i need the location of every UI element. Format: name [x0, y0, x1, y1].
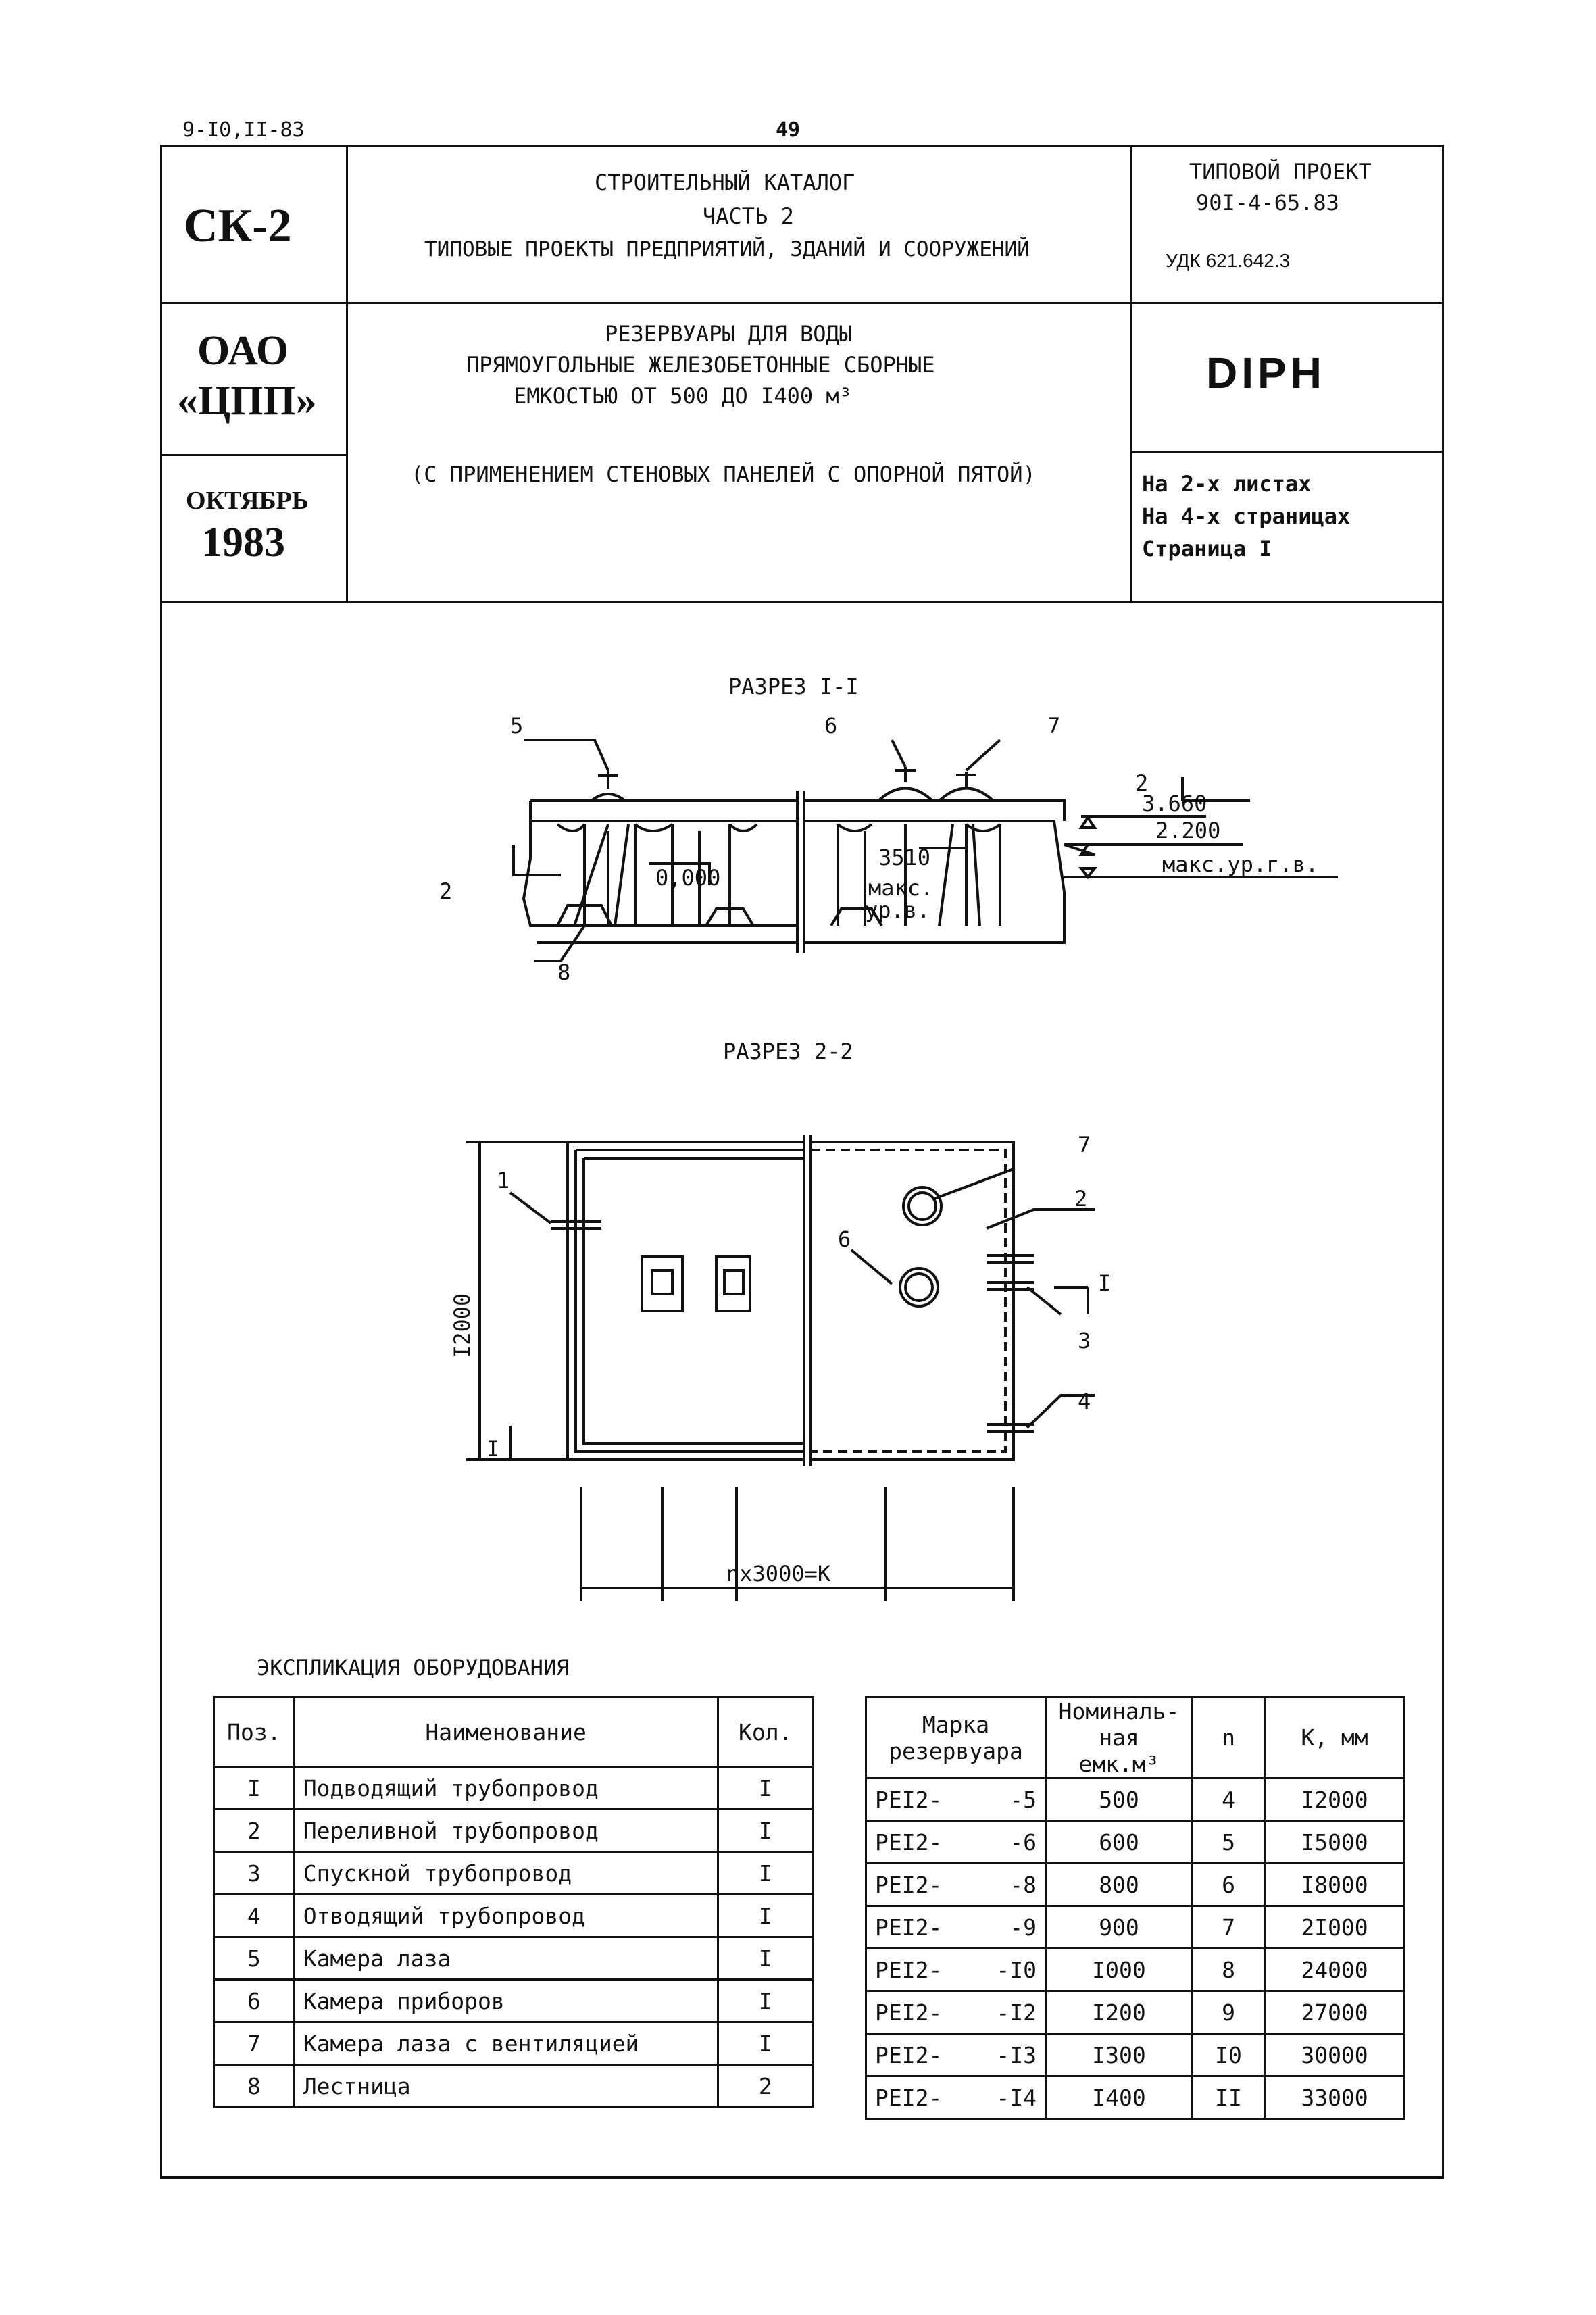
- table-row: РЕI2- -I3 I300 I0 30000: [866, 2034, 1405, 2076]
- table-row: РЕI2- -I0 I000 8 24000: [866, 1949, 1405, 1991]
- month: ОКТЯБРЬ: [186, 487, 309, 515]
- project-line1: ТИПОВОЙ ПРОЕКТ: [1189, 159, 1372, 184]
- tanks-table: [865, 1696, 1405, 2120]
- table-row: 6 Камера приборов I: [214, 1980, 814, 2022]
- depth-line1: макс.: [868, 875, 934, 901]
- sheet-code: 9-I0,II-83: [182, 118, 305, 142]
- title-line1: РЕЗЕРВУАРЫ ДЛЯ ВОДЫ: [605, 321, 853, 347]
- callout-4: 4: [1078, 1389, 1091, 1414]
- title-line3: ЕМКОСТЬЮ ОТ 500 ДО I400 м³: [514, 383, 852, 409]
- table-row: РЕI2- -I4 I400 II 33000: [866, 2076, 1405, 2119]
- sheets-line2: На 4-х страницах: [1142, 503, 1351, 529]
- sheets-line3: Страница I: [1142, 536, 1272, 562]
- callout-2: 2: [439, 878, 453, 904]
- callout-3: 3: [1078, 1328, 1091, 1353]
- table-row: РЕI2- -6 600 5 I5000: [866, 1821, 1405, 1864]
- col-mark: Марка резервуара: [866, 1697, 1046, 1778]
- section1-title: РАЗРЕЗ I-I: [728, 674, 859, 699]
- level-top: 3.660: [1142, 791, 1207, 816]
- level-mid: 2.200: [1155, 818, 1221, 843]
- sheets-line1: На 2-х листах: [1142, 471, 1312, 497]
- level-water: макс.ур.г.в.: [1162, 851, 1319, 877]
- table-row: РЕI2- -5 500 4 I2000: [866, 1778, 1405, 1821]
- org-line1: ОАО: [197, 328, 289, 374]
- series-code: СК-2: [184, 200, 292, 252]
- section-mark-left: I: [487, 1436, 500, 1462]
- callout-2: 2: [1074, 1186, 1088, 1212]
- year: 1983: [201, 520, 285, 566]
- org-line2: «ЦПП»: [177, 378, 317, 424]
- section2-title: РАЗРЕЗ 2-2: [723, 1039, 853, 1064]
- col-qty: Кол.: [718, 1697, 813, 1767]
- udk: УДК 621.642.3: [1166, 250, 1291, 271]
- col-capacity: Номиналь- ная емк.м³: [1046, 1697, 1193, 1778]
- doc-code: DIPH: [1206, 349, 1326, 397]
- section-mark: I: [1098, 1270, 1112, 1296]
- catalog-line2: ЧАСТЬ 2: [703, 203, 794, 229]
- section-2-drawing: [419, 1122, 1149, 1615]
- section-1-drawing: [405, 703, 1338, 987]
- col-k: K, мм: [1265, 1697, 1405, 1778]
- table-row: 4 Отводящий трубопровод I: [214, 1895, 814, 1937]
- title-line2: ПРЯМОУГОЛЬНЫЕ ЖЕЛЕЗОБЕТОННЫЕ СБОРНЫЕ: [466, 352, 935, 378]
- table-row: РЕI2- -I2 I200 9 27000: [866, 1991, 1405, 2034]
- callout-8: 8: [557, 960, 571, 985]
- table-row: РЕI2- -8 800 6 I8000: [866, 1864, 1405, 1906]
- callout-7: 7: [1047, 713, 1061, 739]
- table-row: РЕI2- -9 900 7 2I000: [866, 1906, 1405, 1949]
- depth-value: 3510: [878, 845, 931, 870]
- table-row: 3 Спускной трубопровод I: [214, 1852, 814, 1895]
- callout-6: 6: [824, 713, 838, 739]
- dim-height: I2000: [449, 1293, 475, 1358]
- dim-length: nх3000=K: [726, 1561, 831, 1587]
- project-number: 90I-4-65.83: [1196, 190, 1339, 216]
- callout-1: 1: [497, 1168, 510, 1193]
- table-row: 8 Лестница 2: [214, 2065, 814, 2108]
- catalog-line1: СТРОИТЕЛЬНЫЙ КАТАЛОГ: [595, 170, 855, 195]
- table-row: 5 Камера лаза I: [214, 1937, 814, 1980]
- catalog-line3: ТИПОВЫЕ ПРОЕКТЫ ПРЕДПРИЯТИЙ, ЗДАНИЙ И СООРУЖЕНИЙ: [424, 237, 1030, 262]
- callout-5: 5: [510, 713, 524, 739]
- callout-7: 7: [1078, 1132, 1091, 1158]
- page-number: 49: [776, 118, 801, 142]
- table-row: 7 Камера лаза с вентиляцией I: [214, 2022, 814, 2065]
- depth-line2: ур.в.: [865, 897, 930, 923]
- table-row: I Подводящий трубопровод I: [214, 1767, 814, 1810]
- level-zero: 0,000: [655, 865, 721, 891]
- section-mark: 2: [1135, 770, 1149, 796]
- table-row: 2 Переливной трубопровод I: [214, 1810, 814, 1852]
- title-line4: (С ПРИМЕНЕНИЕМ СТЕНОВЫХ ПАНЕЛЕЙ С ОПОРНОЙ ПЯТОЙ): [411, 462, 1036, 487]
- callout-6: 6: [838, 1226, 851, 1252]
- equipment-title: ЭКСПЛИКАЦИЯ ОБОРУДОВАНИЯ: [257, 1655, 570, 1681]
- col-pos: Поз.: [214, 1697, 295, 1767]
- col-name: Наименование: [294, 1697, 718, 1767]
- equipment-table: [213, 1696, 814, 2108]
- col-n: n: [1193, 1697, 1265, 1778]
